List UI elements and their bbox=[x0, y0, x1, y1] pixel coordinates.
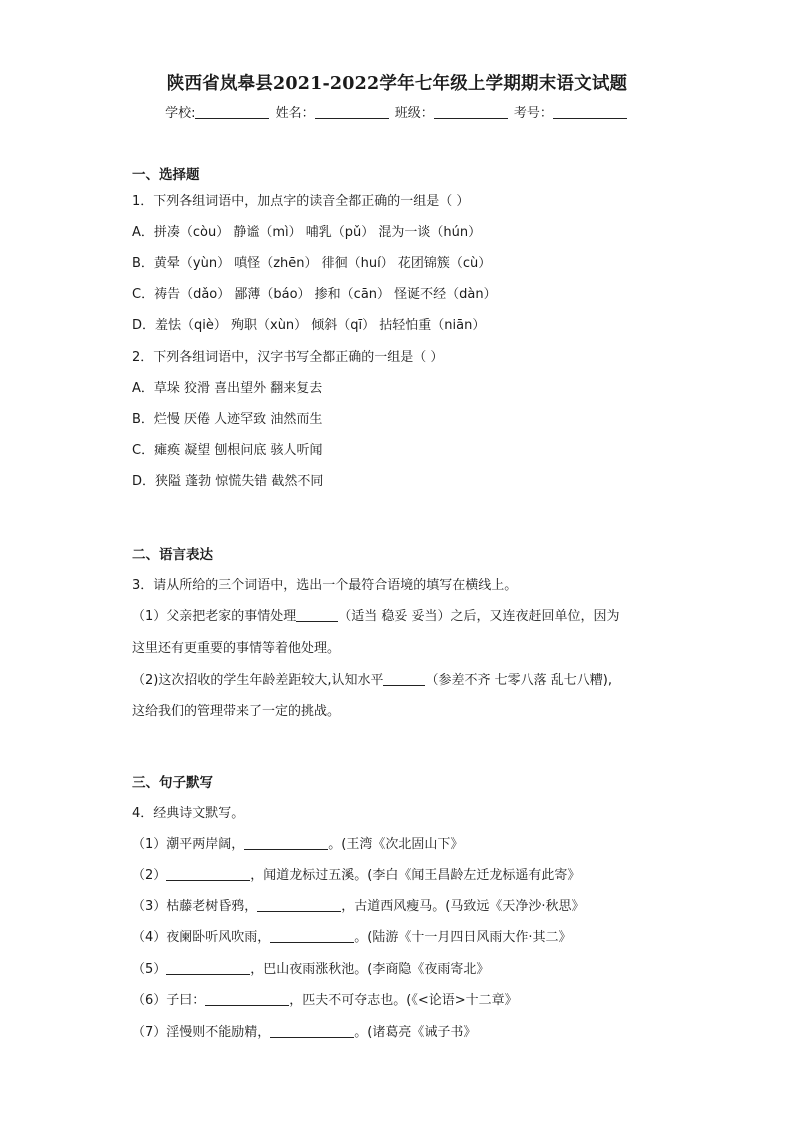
question-4-line-6 bbox=[132, 993, 518, 1009]
question-4-line-2 bbox=[132, 868, 580, 884]
exam-no-blank[interactable] bbox=[553, 106, 627, 119]
question-4-line-6-blank[interactable] bbox=[205, 993, 289, 1006]
question-4-line-7-text-b: 。(诸葛亮《诫子书》 bbox=[354, 1025, 477, 1040]
question-4-line-3-text-a: （3）枯藤老树昏鸦， bbox=[132, 899, 258, 914]
question-4-line-7 bbox=[132, 1025, 476, 1041]
question-3-part-2-text-a: （2)这次招收的学生年龄差距较大,认知水平 bbox=[132, 673, 384, 688]
question-4-line-5 bbox=[132, 962, 489, 978]
class-blank[interactable] bbox=[434, 106, 508, 119]
question-4-line-4-text-b: 。(陆游《十一月四日风雨大作·其二》 bbox=[354, 930, 572, 945]
question-1-option-a[interactable]: A．拼凑（còu） 静谧（mì） 哺乳（pǔ） 混为一谈（hún） bbox=[132, 225, 482, 240]
name-label: 姓名： bbox=[275, 106, 315, 121]
question-1-option-c[interactable]: C．祷告（dǎo） 鄙薄（báo） 掺和（cān） 怪诞不经（dàn） bbox=[132, 287, 497, 302]
question-1-option-d[interactable]: D．羞怯（qiè） 殉职（xùn） 倾斜（qī） 拈轻怕重（niān） bbox=[132, 318, 486, 333]
question-3-part-2-text-b: （参差不齐 七零八落 乱七八糟), bbox=[425, 673, 612, 688]
question-4-line-3-text-b: ，古道西风瘦马。(马致远《天净沙·秋思》 bbox=[341, 899, 585, 914]
section-heading-expression: 二、语言表达 bbox=[132, 547, 213, 563]
question-4-line-4 bbox=[132, 930, 572, 946]
name-blank[interactable] bbox=[315, 106, 389, 119]
school-label: 学校: bbox=[165, 106, 196, 121]
question-4-stem: 4．经典诗文默写。 bbox=[132, 806, 245, 821]
question-3-part-1-blank[interactable] bbox=[296, 609, 338, 622]
class-label: 班级： bbox=[394, 106, 434, 121]
question-4-line-3-blank[interactable] bbox=[257, 899, 341, 912]
question-4-line-5-text-b: ，巴山夜雨涨秋池。(李商隐《夜雨寄北》 bbox=[250, 962, 490, 977]
question-4-line-3 bbox=[132, 899, 585, 915]
question-4-line-5-text-a: （5） bbox=[132, 962, 167, 977]
question-2-stem: 2．下列各组词语中，汉字书写全都正确的一组是（ ） bbox=[132, 350, 444, 365]
question-4-line-7-blank[interactable] bbox=[270, 1025, 354, 1038]
question-2-option-b[interactable]: B．烂慢 厌倦 人迹罕致 油然而生 bbox=[132, 412, 323, 427]
question-4-line-2-blank[interactable] bbox=[166, 868, 250, 881]
question-4-line-4-blank[interactable] bbox=[270, 930, 354, 943]
question-1-option-b[interactable]: B．黄晕（yùn） 嗔怪（zhēn） 徘徊（huí） 花团锦簇（cù） bbox=[132, 256, 492, 271]
question-3-part-2 bbox=[132, 673, 612, 689]
question-4-line-6-text-b: ，匹夫不可夺志也。(《<论语>十二章》 bbox=[289, 993, 518, 1008]
section-heading-choice: 一、选择题 bbox=[132, 167, 200, 183]
question-3-part-2-continued: 这给我们的管理带来了一定的挑战。 bbox=[132, 704, 341, 719]
question-4-line-6-text-a: （6）子曰： bbox=[132, 993, 206, 1008]
student-info-row bbox=[0, 102, 794, 121]
exam-title: 陕西省岚皋县2021-2022学年七年级上学期期末语文试题 bbox=[166, 74, 628, 94]
question-4-line-1-text-b: 。(王湾《次北固山下》 bbox=[328, 837, 464, 852]
question-4-line-1-text-a: （1）潮平两岸阔， bbox=[132, 837, 245, 852]
question-4-line-4-text-a: （4）夜阑卧听风吹雨， bbox=[132, 930, 271, 945]
question-1-stem: 1．下列各组词语中，加点字的读音全都正确的一组是（ ） bbox=[132, 194, 470, 209]
question-3-part-1-text-b: （适当 稳妥 妥当）之后，又连夜赶回单位，因为 bbox=[338, 609, 620, 624]
question-3-stem: 3．请从所给的三个词语中，选出一个最符合语境的填写在横线上。 bbox=[132, 578, 518, 593]
question-4-line-2-text-a: （2） bbox=[132, 868, 167, 883]
school-blank[interactable] bbox=[195, 106, 269, 119]
question-3-part-1-continued: 这里还有更重要的事情等着他处理。 bbox=[132, 641, 341, 656]
question-4-line-7-text-a: （7）淫慢则不能励精， bbox=[132, 1025, 271, 1040]
question-4-line-1-blank[interactable] bbox=[244, 837, 328, 850]
section-heading-recitation: 三、句子默写 bbox=[132, 775, 213, 791]
question-2-option-a[interactable]: A．草垛 狡滑 喜出望外 翻来复去 bbox=[132, 381, 323, 396]
exam-no-label: 考号： bbox=[513, 106, 553, 121]
question-2-option-d[interactable]: D．狭隘 蓬勃 惊慌失错 截然不同 bbox=[132, 474, 324, 489]
question-4-line-2-text-b: ，闻道龙标过五溪。(李白《闻王昌龄左迁龙标遥有此寄》 bbox=[250, 868, 581, 883]
question-4-line-5-blank[interactable] bbox=[166, 962, 250, 975]
question-3-part-1 bbox=[132, 609, 620, 625]
question-3-part-2-blank[interactable] bbox=[383, 673, 425, 686]
question-4-line-1 bbox=[132, 837, 463, 853]
question-2-option-c[interactable]: C．瘫痪 凝望 刨根问底 骇人听闻 bbox=[132, 443, 323, 458]
question-3-part-1-text-a: （1）父亲把老家的事情处理 bbox=[132, 609, 297, 624]
